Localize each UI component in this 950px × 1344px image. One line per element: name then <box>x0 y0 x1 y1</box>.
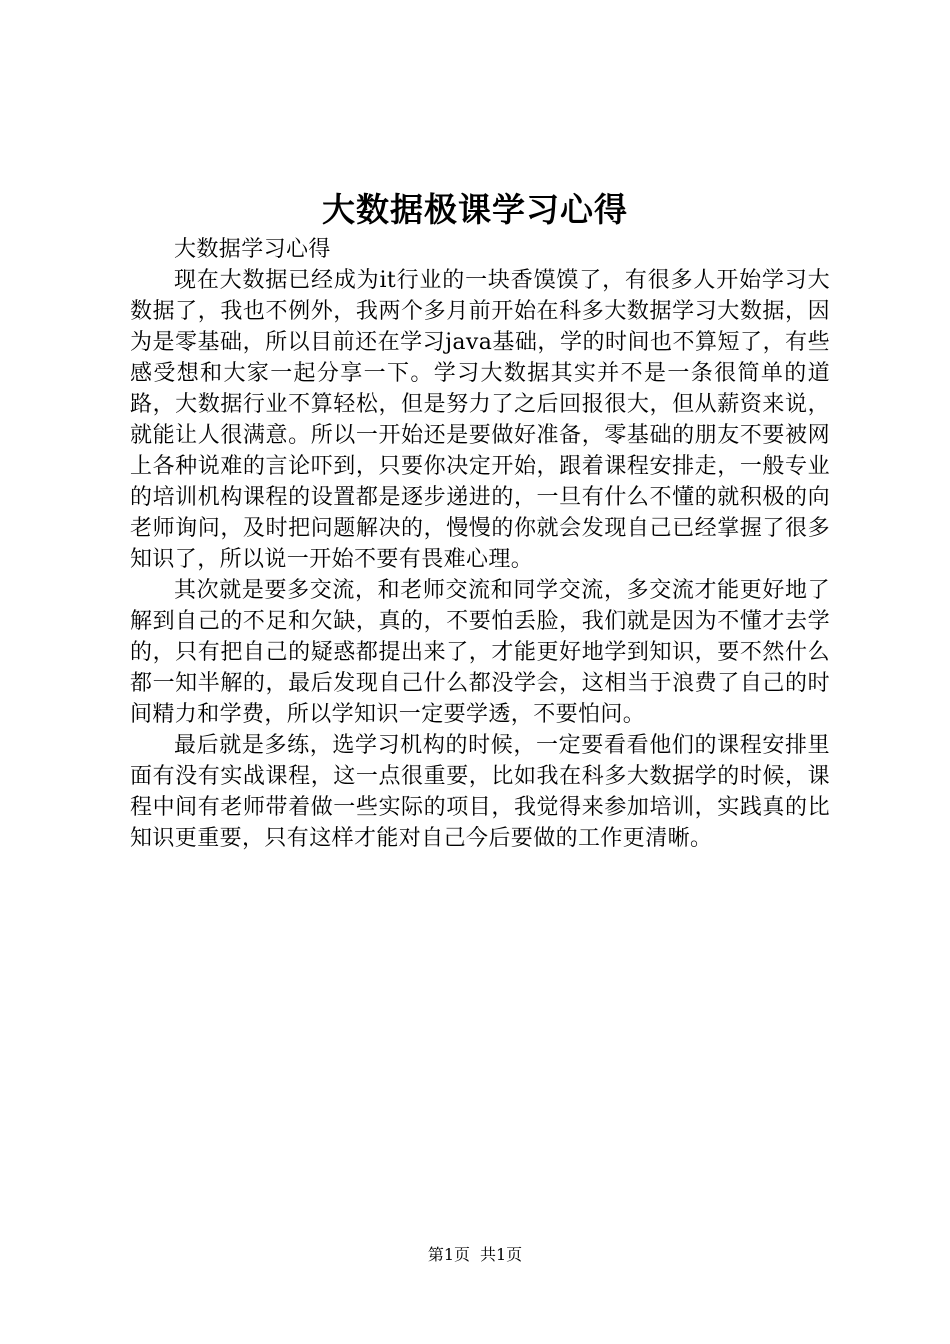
page-number: 第1页 <box>427 1245 470 1264</box>
document-body <box>130 234 830 854</box>
body-paragraph: 其次就是要多交流，和老师交流和同学交流，多交流才能更好地了解到自己的不足和欠缺，真的，不要怕丢脸，我们就是因为不懂才去学的，只有把自己的疑惑都提出来了，才能更好地学到知识，要不然什么都一知半解的，最后发现自己什么都没学会，这相当于浪费了自己的时间精力和学费，所以学知识一定要学透，不要怕问。 <box>130 578 830 727</box>
page-footer <box>0 1243 950 1267</box>
document-title: 大数据极课学习心得 <box>322 190 628 229</box>
subtitle-paragraph: 大数据学习心得 <box>174 237 331 262</box>
body-paragraph: 现在大数据已经成为it行业的一块香馍馍了，有很多人开始学习大数据了，我也不例外，我两个多月前开始在科多大数据学习大数据，因为是零基础，所以目前还在学习java基础，学的时间也不算短了，有些感受想和大家一起分享一下。学习大数据其实并不是一条很简单的道路，大数据行业不算轻松，但是努力了之后回报很大，但从薪资来说，就能让人很满意。所以一开始还是要做好准备，零基础的朋友不要被网上各种说难的言论吓到，只要你决定开始，跟着课程安排走，一般专业的培训机构课程的设置都是逐步递进的，一旦有什么不懂的就积极的向老师询问，及时把问题解决的，慢慢的你就会发现自己已经掌握了很多知识了，所以说一开始不要有畏难心理。 <box>130 268 830 572</box>
body-paragraph: 最后就是多练，选学习机构的时候，一定要看看他们的课程安排里面有没有实战课程，这一点很重要，比如我在科多大数据学的时候，课程中间有老师带着做一些实际的项目，我觉得来参加培训，实践真的比知识更重要，只有这样才能对自己今后要做的工作更清晰。 <box>130 733 830 851</box>
page-count: 共1页 <box>480 1245 523 1264</box>
